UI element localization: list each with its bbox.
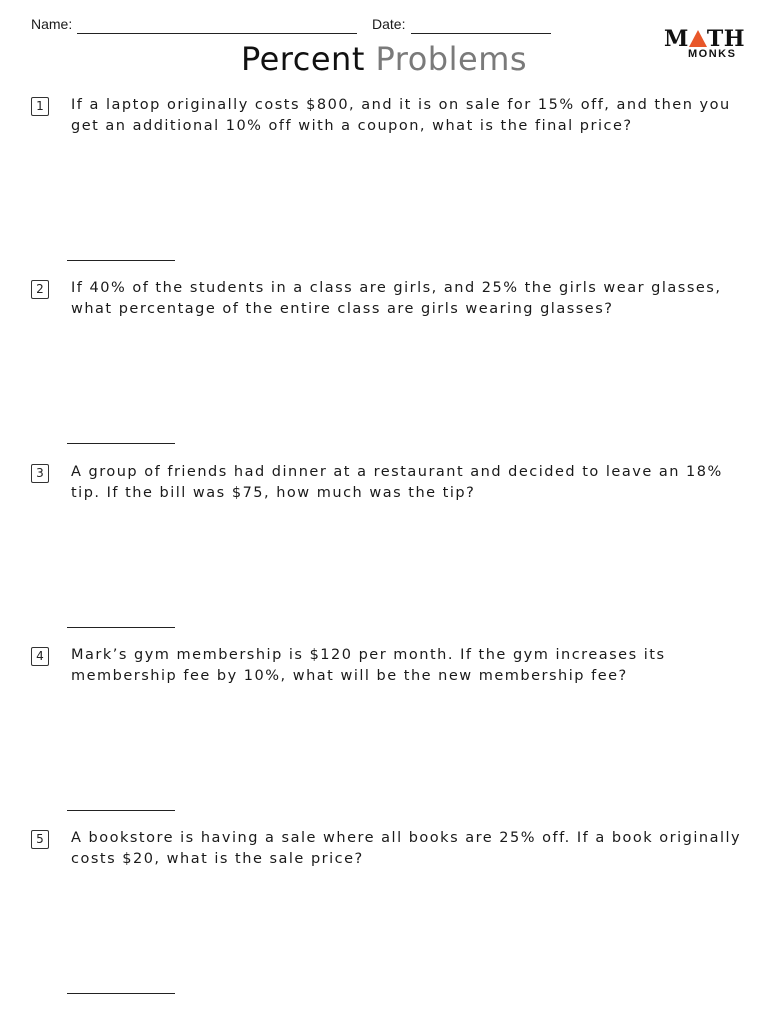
answer-line[interactable] xyxy=(67,993,175,994)
logo-monks-word: MONKS xyxy=(688,48,737,60)
answer-line[interactable] xyxy=(67,443,175,444)
date-field[interactable] xyxy=(411,33,551,34)
date-label: Date: xyxy=(372,16,406,32)
problem-number-box: 5 xyxy=(31,830,49,849)
name-field[interactable] xyxy=(77,33,357,34)
logo-letters-th: TH xyxy=(706,26,746,52)
problem-text: A group of friends had dinner at a restaurant and decided to leave an 18% tip. If the bill was $75, how much was the tip? xyxy=(71,464,723,501)
math-monks-logo xyxy=(662,26,746,66)
logo-triangle-icon xyxy=(689,30,707,47)
answer-line[interactable] xyxy=(67,260,175,261)
answer-line[interactable] xyxy=(67,810,175,811)
logo-letter-m: M xyxy=(664,26,689,52)
problem-number-box: 4 xyxy=(31,647,49,666)
problem-text: If a laptop originally costs $800, and it is on sale for 15% off, and then you get an additional 10% off with a coupon, what is the final price? xyxy=(71,97,731,134)
problem-number-box: 3 xyxy=(31,464,49,483)
problem-text: Mark’s gym membership is $120 per month. If the gym increases its membership fee by 10%, what will be the new membership fee? xyxy=(71,647,666,684)
name-label: Name: xyxy=(31,16,73,32)
problem-text: A bookstore is having a sale where all books are 25% off. If a book originally costs $20, what is the sale price? xyxy=(71,830,742,867)
problem-text: If 40% of the students in a class are girls, and 25% the girls wear glasses, what percentage of the entire class are girls wearing glasses? xyxy=(71,280,722,317)
problem-number-box: 2 xyxy=(31,280,49,299)
page-title xyxy=(0,40,768,78)
title-accent: Problems xyxy=(375,40,528,78)
title-main: Percent xyxy=(240,40,365,78)
problem-number-box: 1 xyxy=(31,97,49,116)
answer-line[interactable] xyxy=(67,627,175,628)
